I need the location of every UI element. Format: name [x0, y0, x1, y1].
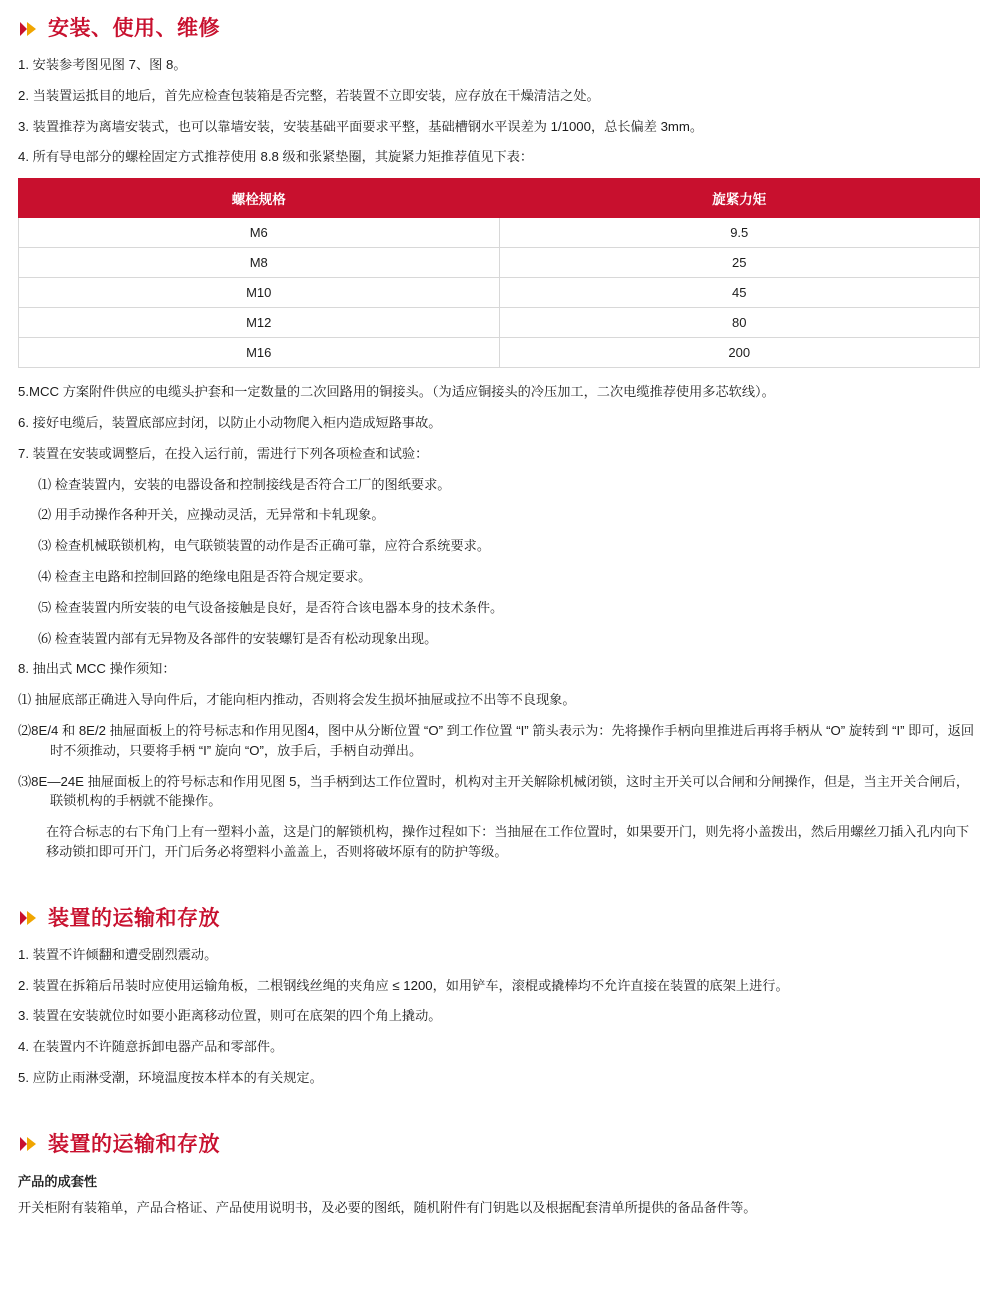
table-cell: 9.5	[499, 218, 980, 248]
paragraph: ⑵8E/4 和 8E/2 抽屉面板上的符号标志和作用见图4，图中从分断位置 “O” 到工作位置 “I” 箭头表示为：先将操作手柄向里推进后再将手柄从 “O” 旋转到 “I” 即可，返回时不须推动，只要将手柄 “I” 旋向 “O”，放手后，手柄自动弹出。	[18, 722, 975, 758]
table-cell: M16	[19, 338, 500, 368]
paragraph: 5.MCC 方案附件供应的电缆头护套和一定数量的二次回路用的铜接头。（为适应铜接头的冷压加工，二次电缆推荐使用多芯软线）。	[18, 384, 775, 400]
table-row	[19, 248, 980, 278]
paragraph: 2. 当装置运抵目的地后，首先应检查包装箱是否完整，若装置不立即安装，应存放在干燥清洁之处。	[18, 87, 600, 103]
paragraph: 4. 所有导电部分的螺栓固定方式推荐使用 8.8 级和张紧垫圈，其旋紧力矩推荐值见下表：	[18, 149, 534, 165]
list-item: ⑶ 检查机械联锁机构，电气联锁装置的动作是否正确可靠，应符合系统要求。	[38, 538, 491, 554]
subsection-title: 产品的成套性	[18, 1173, 98, 1189]
table-cell: 200	[499, 338, 980, 368]
table-cell: 80	[499, 308, 980, 338]
list-item: ⑸ 检查装置内所安装的电气设备接触是良好，是否符合该电器本身的技术条件。	[38, 599, 504, 615]
section-title: 装置的运输和存放	[48, 1132, 220, 1156]
paragraph: ⑶8E—24E 抽屉面板上的符号标志和作用见图 5，当手柄到达工作位置时，机构对主开关解除机械闭锁，这时主开关可以合闸和分闸操作，但是，当主开关合闸后，联锁机构的手柄就不能操作。	[18, 773, 970, 809]
list-item: ⑵ 用手动操作各种开关，应操动灵活，无异常和卡轧现象。	[38, 507, 385, 523]
paragraph: ⑴ 抽屉底部正确进入导向件后，才能向柜内推动，否则将会发生损坏抽屉或拉不出等不良现象。	[18, 692, 576, 708]
table-row	[19, 338, 980, 368]
table-cell: M12	[19, 308, 500, 338]
table-header-cell: 旋紧力矩	[499, 179, 980, 218]
table-cell: M10	[19, 278, 500, 308]
paragraph: 在符合标志的右下角门上有一塑料小盖，这是门的解锁机构，操作过程如下：当抽屉在工作位置时，如果要开门，则先将小盖拨出，然后用螺丝刀插入孔内向下移动锁扣即可开门，开门后务必将塑料小盖盖上，否则将破坏原有的防护等级。	[46, 824, 970, 859]
paragraph: 8. 抽出式 MCC 操作须知：	[18, 661, 176, 677]
paragraph: 5. 应防止雨淋受潮，环境温度按本样本的有关规定。	[18, 1069, 323, 1085]
paragraph: 1. 装置不许倾翻和遭受剧烈震动。	[18, 946, 218, 962]
paragraph: 开关柜附有装箱单，产品合格证、产品使用说明书，及必要的图纸，随机附件有门钥匙以及根据配套清单所提供的备品备件等。	[18, 1199, 757, 1215]
paragraph: 4. 在装置内不许随意拆卸电器产品和零部件。	[18, 1039, 284, 1055]
flag-triangle-icon	[18, 908, 38, 928]
table-cell: M8	[19, 248, 500, 278]
section-title: 安装、使用、维修	[48, 17, 220, 40]
paragraph: 6. 接好电缆后，装置底部应封闭，以防止小动物爬入柜内造成短路事故。	[18, 414, 442, 430]
list-item: ⑷ 检查主电路和控制回路的绝缘电阻是否符合规定要求。	[38, 568, 372, 584]
section-title: 装置的运输和存放	[48, 906, 220, 930]
table-cell: 25	[499, 248, 980, 278]
list-item: ⑹ 检查装置内部有无异物及各部件的安装螺钉是否有松动现象出现。	[38, 630, 438, 646]
section-heading-completeness	[18, 1134, 980, 1155]
torque-table	[18, 178, 980, 368]
paragraph: 1. 安装参考图见图 7、图 8。	[18, 57, 187, 72]
table-cell: M6	[19, 218, 500, 248]
paragraph: 3. 装置在安装就位时如要小距离移动位置，则可在底架的四个角上撬动。	[18, 1008, 442, 1024]
flag-triangle-icon	[18, 1134, 38, 1154]
list-item: ⑴ 检查装置内，安装的电器设备和控制接线是否符合工厂的图纸要求。	[38, 476, 451, 492]
table-row	[19, 308, 980, 338]
paragraph: 3. 装置推荐为离墙安装式，也可以靠墙安装，安装基础平面要求平整，基础槽钢水平误差为 1/1000，总长偏差 3mm。	[18, 118, 704, 134]
section-heading-installation	[18, 18, 980, 39]
flag-triangle-icon	[18, 19, 38, 39]
table-header-row	[19, 179, 980, 218]
paragraph: 7. 装置在安装或调整后，在投入运行前，需进行下列各项检查和试验：	[18, 445, 429, 461]
table-header-cell: 螺栓规格	[19, 179, 500, 218]
paragraph: 2. 装置在拆箱后吊装时应使用运输角板，二根钢线丝绳的夹角应 ≤ 1200，如用铲车，滚棍或撬棒均不允许直接在装置的底架上进行。	[18, 977, 789, 993]
table-row	[19, 218, 980, 248]
table-row	[19, 278, 980, 308]
section-heading-transport-storage	[18, 908, 980, 929]
table-cell: 45	[499, 278, 980, 308]
